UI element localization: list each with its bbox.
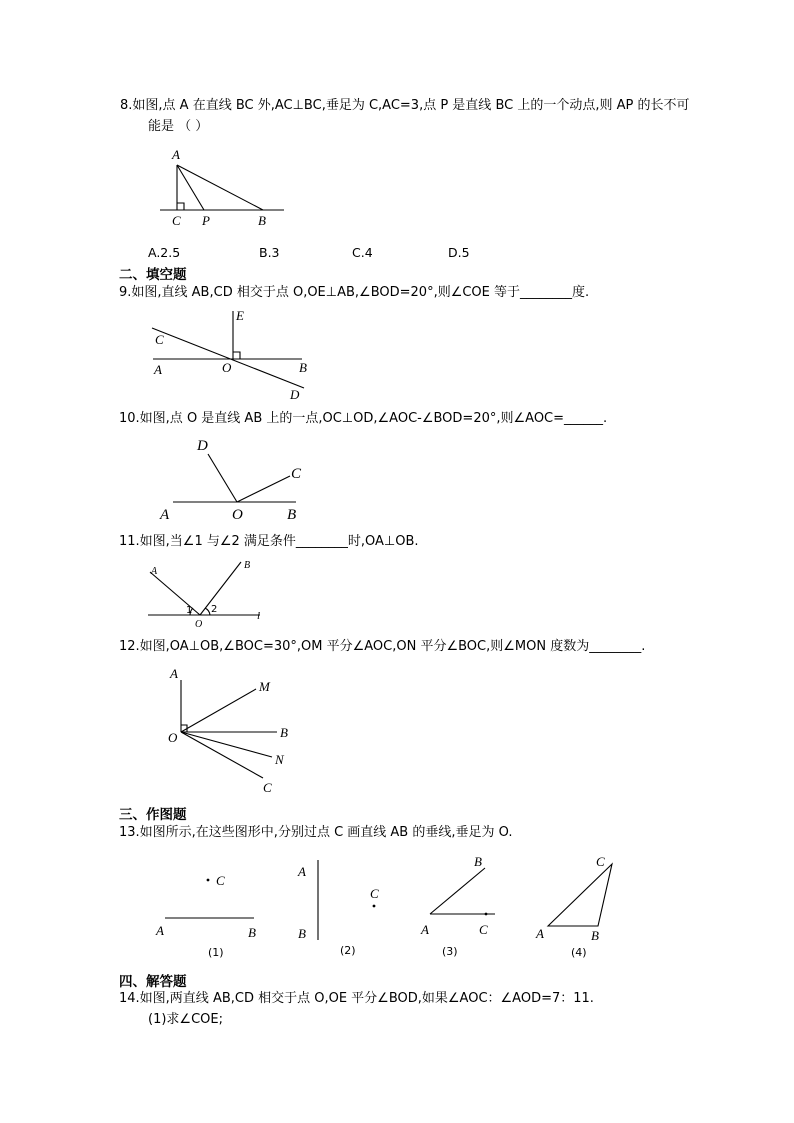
q8-label-A: A xyxy=(172,147,180,162)
q13-f3-label-A: A xyxy=(421,922,429,937)
q8-figure xyxy=(150,145,295,230)
q8-option-d: D.5 xyxy=(448,245,470,260)
q13-f1-label-B: B xyxy=(248,925,256,940)
q8-label-B: B xyxy=(258,213,266,228)
q13-f4-label-C: C xyxy=(596,854,605,869)
section-4-title: 四、解答题 xyxy=(119,974,187,990)
q12-label-C: C xyxy=(263,780,272,795)
q11-figure xyxy=(145,558,270,630)
q9-label-A: A xyxy=(154,362,162,377)
q11-label-1: 1 xyxy=(186,605,193,616)
q10-text: 10.如图,点 O 是直线 AB 上的一点,OC⊥OD,∠AOC-∠BOD=20°,则∠AOC=______. xyxy=(119,411,608,426)
q13-text: 13.如图所示,在这些图形中,分别过点 C 画直线 AB 的垂线,垂足为 O. xyxy=(119,825,513,840)
q11-label-B: B xyxy=(244,560,251,571)
q13-f3-label-C: C xyxy=(479,922,488,937)
q9-label-D: D xyxy=(290,387,300,402)
q8-label-C: C xyxy=(172,213,181,228)
q13-f1-label-C: C xyxy=(216,873,225,888)
q9-label-B: B xyxy=(299,360,307,375)
q9-text: 9.如图,直线 AB,CD 相交于点 O,OE⊥AB,∠BOD=20°,则∠COE 等于________度. xyxy=(119,285,590,300)
q10-label-A: A xyxy=(160,507,170,523)
q13-f4-caption: (4) xyxy=(571,946,587,959)
q11-label-2: 2 xyxy=(211,604,218,615)
q8-line1: 8.如图,点 A 在直线 BC 外,AC⊥BC,垂足为 C,AC=3,点 P 是直线 BC 上的一个动点,则 AP 的长不可 xyxy=(120,98,690,113)
q13-f2-label-B: B xyxy=(298,926,306,941)
q13-f3-caption: (3) xyxy=(442,945,458,958)
section-3-title: 三、作图题 xyxy=(119,807,187,823)
q13-f2-caption: (2) xyxy=(340,944,356,957)
q13-f4-label-A: A xyxy=(536,926,544,941)
q12-label-M: M xyxy=(259,679,270,694)
q13-f3-label-B: B xyxy=(474,854,482,869)
q8-line2: 能是 （ ） xyxy=(148,119,209,134)
q13-f2-label-C: C xyxy=(370,886,379,901)
q8-label-P: P xyxy=(202,213,210,228)
q14-sub1: (1)求∠COE; xyxy=(148,1012,223,1027)
q10-figure xyxy=(155,432,310,522)
q11-label-A: A xyxy=(151,566,158,577)
section-2-title: 二、填空题 xyxy=(119,267,187,283)
q13-f1-caption: (1) xyxy=(208,946,224,959)
q10-label-O: O xyxy=(232,507,243,523)
q11-label-O: O xyxy=(195,619,203,630)
q12-label-B: B xyxy=(280,725,288,740)
q10-label-D: D xyxy=(197,438,208,454)
q10-label-B: B xyxy=(287,507,297,523)
q11-label-l: l xyxy=(257,610,261,622)
q13-f1-label-A: A xyxy=(156,923,164,938)
q13-figure-1 xyxy=(150,860,270,960)
q14-text: 14.如图,两直线 AB,CD 相交于点 O,OE 平分∠BOD,如果∠AOC：∠AOD=7：11. xyxy=(119,991,594,1006)
q12-label-A: A xyxy=(170,666,178,681)
q9-label-C: C xyxy=(155,332,164,347)
q13-f4-label-B: B xyxy=(591,928,599,943)
q13-figure-3 xyxy=(415,852,505,960)
q10-label-C: C xyxy=(291,466,302,482)
q13-figure-2 xyxy=(290,858,390,958)
q12-label-N: N xyxy=(275,752,284,767)
q9-label-O: O xyxy=(222,360,232,375)
q12-figure xyxy=(165,664,300,799)
q9-figure xyxy=(148,306,318,401)
q8-option-c: C.4 xyxy=(352,245,373,260)
q8-option-a: A.2.5 xyxy=(148,245,181,260)
q8-option-b: B.3 xyxy=(259,245,280,260)
q9-label-E: E xyxy=(236,308,244,323)
q13-figure-4 xyxy=(530,852,630,960)
q11-text: 11.如图,当∠1 与∠2 满足条件________时,OA⊥OB. xyxy=(119,534,419,549)
q12-text: 12.如图,OA⊥OB,∠BOC=30°,OM 平分∠AOC,ON 平分∠BOC,则∠MON 度数为________. xyxy=(119,639,646,654)
q12-label-O: O xyxy=(168,730,178,745)
q13-f2-label-A: A xyxy=(298,864,306,879)
